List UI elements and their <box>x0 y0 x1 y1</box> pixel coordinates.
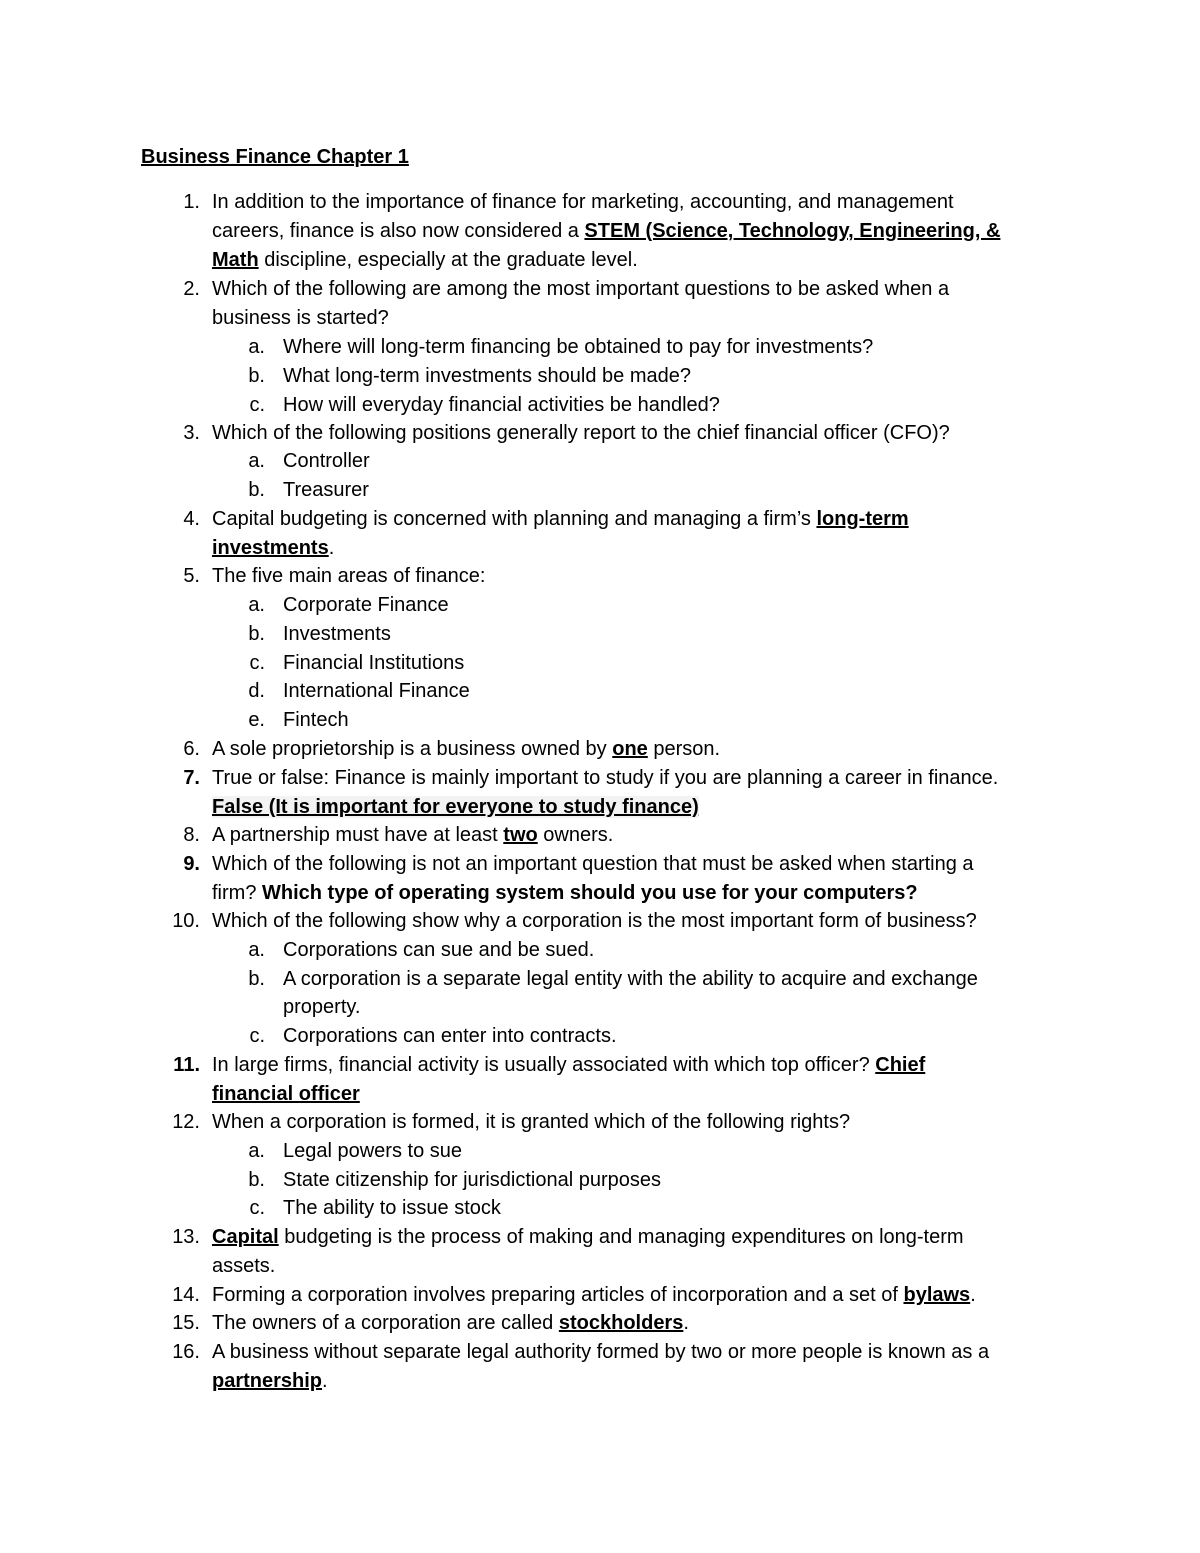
question-text: The five main areas of finance: <box>212 565 486 587</box>
question-text: Which of the following positions generally report to the chief financial officer (CFO)? <box>212 422 950 444</box>
option-letter: c. <box>249 652 265 674</box>
question-text: The owners of a corporation are called stockholders. <box>212 1312 689 1334</box>
option-letter: c. <box>249 1025 265 1047</box>
option-letter: b. <box>248 1169 265 1191</box>
answer-text: investments <box>212 537 329 559</box>
question-number: 8. <box>183 824 200 846</box>
option-letter: a. <box>248 594 265 616</box>
question-number: 2. <box>183 278 200 300</box>
option-text: International Finance <box>283 680 470 702</box>
option-text: Investments <box>283 623 391 645</box>
document-title: Business Finance Chapter 1 <box>141 146 409 168</box>
question-text-line: partnership. <box>212 1370 328 1392</box>
option-letter: a. <box>248 336 265 358</box>
question-text-line: investments. <box>212 537 335 559</box>
question-text-line <box>212 793 699 822</box>
question-text: Which of the following is not an important question that must be asked when starting a <box>212 853 974 875</box>
question-number: 12. <box>172 1111 200 1133</box>
question-text-line: careers, finance is also now considered a STEM (Science, Technology, Engineering, & <box>212 220 1001 242</box>
answer-text: bylaws <box>903 1284 971 1306</box>
option-text: Controller <box>283 450 370 472</box>
question-text: When a corporation is formed, it is granted which of the following rights? <box>212 1111 851 1133</box>
option-letter: a. <box>248 939 265 961</box>
option-text: Corporate Finance <box>283 594 449 616</box>
answer-text: Math <box>212 249 259 271</box>
option-letter: c. <box>249 1197 265 1219</box>
question-text: Which of the following are among the most important questions to be asked when a <box>212 278 950 300</box>
question-number: 3. <box>183 422 200 444</box>
question-text-line: business is started? <box>212 307 389 329</box>
option-text: What long-term investments should be made? <box>283 365 691 387</box>
question-text-line: firm? Which type of operating system should you use for your computers? <box>212 882 918 904</box>
option-letter: b. <box>248 968 265 990</box>
question-text-line <box>212 1080 360 1109</box>
question-text: In large firms, financial activity is usually associated with which top officer? Chief <box>212 1054 926 1076</box>
option-letter: c. <box>249 394 265 416</box>
answer-text: STEM (Science, Technology, Engineering, & <box>584 220 1001 242</box>
question-number: 10. <box>172 910 200 932</box>
option-text-line: property. <box>283 996 361 1018</box>
question-number: 9. <box>183 853 200 875</box>
question-number: 5. <box>183 565 200 587</box>
option-text: The ability to issue stock <box>283 1197 501 1219</box>
option-text: Corporations can enter into contracts. <box>283 1025 617 1047</box>
option-text: Corporations can sue and be sued. <box>283 939 595 961</box>
answer-text: False (It is important for everyone to study finance) <box>212 796 699 818</box>
question-text: A partnership must have at least two owners. <box>212 824 614 846</box>
question-number: 16. <box>172 1341 200 1363</box>
answer-text: Capital <box>212 1226 279 1248</box>
question-text: In addition to the importance of finance for marketing, accounting, and management <box>212 191 954 213</box>
question-number: 15. <box>172 1312 200 1334</box>
question-text: Forming a corporation involves preparing articles of incorporation and a set of bylaws. <box>212 1284 976 1306</box>
question-text: Capital budgeting is concerned with planning and managing a firm’s long-term <box>212 508 909 530</box>
question-text: A business without separate legal authority formed by two or more people is known as a <box>212 1341 990 1363</box>
option-letter: d. <box>248 680 265 702</box>
answer-text: long-term <box>816 508 909 530</box>
question-text: A sole proprietorship is a business owned by one person. <box>212 738 721 760</box>
question-number: 6. <box>183 738 200 760</box>
answer-text: partnership <box>212 1370 323 1392</box>
option-letter: b. <box>248 479 265 501</box>
question-text-line: Math discipline, especially at the graduate level. <box>212 249 638 271</box>
option-text: Treasurer <box>283 479 369 501</box>
question-number: 13. <box>172 1226 200 1248</box>
question-text: True or false: Finance is mainly important to study if you are planning a career in finance. <box>212 767 999 789</box>
answer-text: stockholders <box>558 1312 684 1334</box>
answer-text: one <box>612 738 648 760</box>
question-number: 4. <box>183 508 200 530</box>
answer-text: Chief <box>875 1054 926 1076</box>
option-text: Fintech <box>283 709 349 731</box>
question-number: 14. <box>172 1284 200 1306</box>
question-number: 1. <box>183 191 200 213</box>
answer-text: Which type of operating system should you use for your computers? <box>262 882 918 904</box>
option-letter: e. <box>248 709 265 731</box>
option-letter: b. <box>248 365 265 387</box>
option-text: A corporation is a separate legal entity with the ability to acquire and exchange <box>283 968 978 990</box>
question-text: Capital budgeting is the process of making and managing expenditures on long-term <box>212 1226 964 1248</box>
option-letter: a. <box>248 1140 265 1162</box>
option-text: Financial Institutions <box>283 652 465 674</box>
question-number: 7. <box>183 767 200 789</box>
question-text-line: assets. <box>212 1255 276 1277</box>
answer-text: two <box>503 824 538 846</box>
option-text: Where will long-term financing be obtained to pay for investments? <box>283 336 874 358</box>
question-text: Which of the following show why a corporation is the most important form of business? <box>212 910 977 932</box>
option-text: State citizenship for jurisdictional purposes <box>283 1169 661 1191</box>
option-text: How will everyday financial activities be handled? <box>283 394 720 416</box>
answer-text: financial officer <box>212 1083 360 1105</box>
question-number: 11. <box>173 1054 200 1076</box>
option-letter: b. <box>248 623 265 645</box>
option-letter: a. <box>248 450 265 472</box>
option-text: Legal powers to sue <box>283 1140 463 1162</box>
